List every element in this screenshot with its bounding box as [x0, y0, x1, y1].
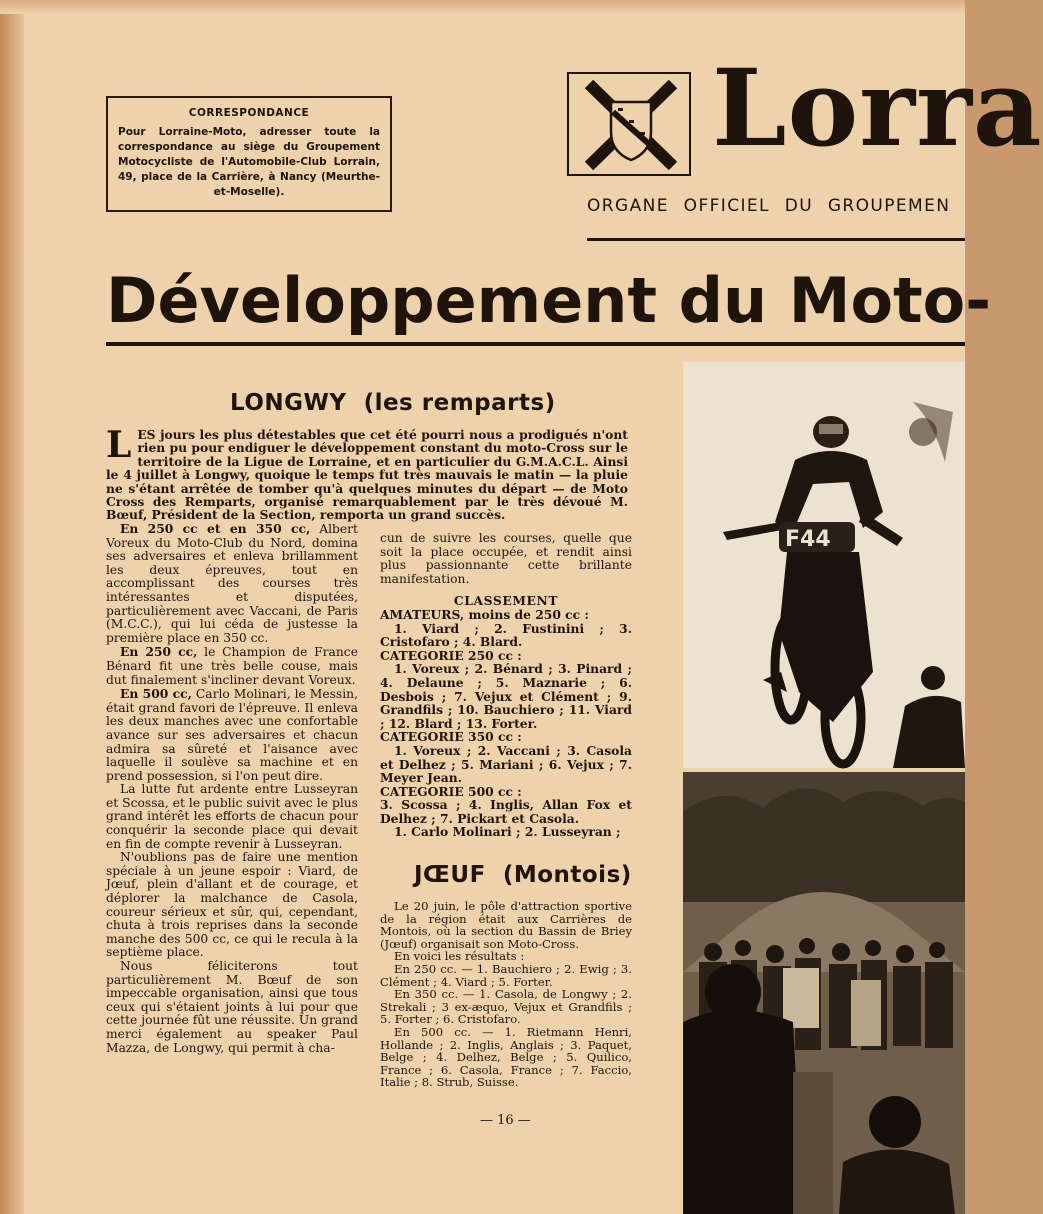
- cat250-heading: CATEGORIE 250 cc :: [380, 647, 522, 663]
- page-number: — 16 —: [480, 1113, 531, 1128]
- motorcycle-rider-image: [683, 362, 965, 768]
- photo-motocross-jump: [683, 362, 965, 768]
- coat-of-arms-logo: [567, 72, 691, 176]
- amateurs-results: 1. Viard ; 2. Fustinini ; 3. Cristofaro ; 4. Blard.: [380, 620, 632, 650]
- headline: Développement du Moto-: [106, 264, 992, 337]
- headline-rule: [106, 342, 965, 346]
- cat500-results-a: 3. Scossa ; 4. Inglis, Allan Fox et Delhez ; 7. Pickart et Casola.: [380, 797, 632, 826]
- crowd-scene-image: [683, 772, 965, 1214]
- photo-crowd-spectators: [683, 772, 965, 1214]
- longwy-title-paren: (les remparts): [363, 390, 556, 416]
- joeuf-column: [380, 900, 632, 1089]
- joeuf-section-title: [414, 862, 632, 888]
- cat500-heading: CATEGORIE 500 cc :: [380, 783, 522, 799]
- longwy-paragraph: Nous féliciterons tout particulièrement M. Bœuf de son impeccable organisation, ainsi que tous ceux qui s'étaient joints à lui pour que cette journée fût une réussite. Un grand merci également au speaker Paul Mazza, de Longwy, qui permit à cha-: [106, 959, 358, 1055]
- cross-of-lorraine-shield-icon: [577, 78, 683, 172]
- longwy-lead: [106, 424, 628, 523]
- amateurs-heading: AMATEURS, moins de 250 cc :: [380, 606, 589, 622]
- race-plate: F44: [785, 527, 831, 552]
- classement-heading: CLASSEMENT: [453, 593, 559, 609]
- joeuf-paragraph: En 350 cc. — 1. Casola, de Longwy ; 2. Strekali ; 3 ex-æquo, Vejux et Grandfils ; 5. Forter ; 6. Cristofaro.: [380, 987, 632, 1027]
- joeuf-paragraph: Le 20 juin, le pôle d'attraction sportive de la région était aux Carrières de Montois, où la section du Bassin de Briey (Jœuf) organisait son Moto-Cross.: [380, 899, 632, 951]
- masthead-rule: [587, 238, 965, 241]
- correspondance-box: [106, 96, 392, 212]
- longwy-paragraph: cun de suivre les courses, quelle que soit la place occupée, et rendit ainsi plus passionnante cette brillante manifestation.: [380, 531, 632, 586]
- masthead-title: Lorra: [712, 45, 1043, 170]
- joeuf-paragraph: En voici les résultats :: [394, 949, 525, 964]
- longwy-paragraph: N'oublions pas de faire une mention spéciale à un jeune espoir : Viard, de Jœuf, plein d'allant et de courage, et déplorer la malchance de Casola, coureur sérieux et sûr, qui, cependant, chuta à trois reprises dans la seconde manche des 500 cc, ce qui le recula à la septième place.: [106, 850, 358, 960]
- longwy-title: LONGWY: [230, 390, 347, 416]
- correspondance-title: CORRESPONDANCE: [188, 107, 310, 119]
- cat500-results-b: 1. Carlo Molinari ; 2. Lusseyran ;: [394, 824, 621, 840]
- longwy-column-left: [106, 522, 358, 1055]
- longwy-paragraph: En 250 cc, le Champion de France Bénard fit une très belle couse, mais dut finalement s'incliner devant Voreux.: [106, 644, 358, 687]
- cat350-results: 1. Voreux ; 2. Vaccani ; 3. Casola et Delhez ; 5. Mariani ; 6. Vejux ; 7. Meyer Jean.: [380, 742, 632, 786]
- cat250-results: 1. Voreux ; 2. Bénard ; 3. Pinard ; 4. Delaune ; 5. Maznarie ; 6. Desbois ; 7. Vejux et Clément ; 9. Grandfils ; 10. Bauchiero ; 11. Viard ; 12. Blard ; 13. Forter.: [380, 661, 632, 731]
- masthead-subtitle: ORGANE OFFICIEL DU GROUPEMEN: [587, 196, 951, 216]
- cat350-heading: CATEGORIE 350 cc :: [380, 729, 522, 745]
- joeuf-title: JŒUF: [414, 862, 486, 888]
- longwy-paragraph: La lutte fut ardente entre Lusseyran et Scossa, et le public suivit avec le plus grand intérêt les efforts de chacun pour conquérir la seconde place qui devait en fin de compte revenir à Lusseyran.: [106, 782, 358, 851]
- drop-cap: L: [106, 424, 132, 466]
- longwy-paragraph: En 250 cc et en 350 cc, Albert Voreux du Moto-Club du Nord, domina ses adversaires et enleva brillamment les deux épreuves, tout en accomplissant des courses très intéressantes et disputées, particulièrement avec Vaccani, de Paris (M.C.C.), qui lui céda de justesse la première place en 350 cc.: [106, 521, 358, 645]
- longwy-paragraph: En 500 cc, Carlo Molinari, le Messin, était grand favori de l'épreuve. Il enleva les deux manches avec une confortable avance sur ses adversaires et chacun admira sa sûreté et l'aisance avec laquelle il soulève sa machine et en prend possession, si l'on peut dire.: [106, 686, 358, 783]
- longwy-section-title: [230, 390, 556, 416]
- longwy-column-right: [380, 532, 632, 839]
- correspondance-body: Pour Lorraine-Moto, adresser toute la correspondance au siège du Groupement Motocycliste de l'Automobile-Club Lorrain, 49, place de la Carrière, à Nancy (Meurthe-et-Moselle).: [118, 126, 380, 198]
- joeuf-paragraph: En 250 cc. — 1. Bauchiero ; 2. Ewig ; 3. Clément ; 4. Viard ; 5. Forter.: [380, 961, 632, 989]
- joeuf-paragraph: En 500 cc. — 1. Rietmann Henri, Hollande ; 2. Inglis, Anglais ; 3. Paquet, Belge ; 4. Delhez, Belge ; 5. Quilico, France ; 6. Casola, France ; 7. Faccio, Italie ; 8. Strub, Suisse.: [380, 1024, 632, 1090]
- longwy-lead-text: ES jours les plus détestables que cet été pourri nous a prodigués n'ont rien pu pour endiguer le développement constant du moto-Cross sur le territoire de la Ligue de Lorraine, et en particulier du G.M.A.C.L. Ainsi le 4 juillet à Longwy, quoique le temps fut très mauvais le matin — la pluie ne s'étant arrêtée de tomber qu'à quelques minutes du départ — de Moto Cross des Remparts, organisé remarquablement par le très dévoué M. Bœuf, Président de la Section, remporta un grand succès.: [106, 427, 628, 523]
- joeuf-title-paren: (Montois): [502, 862, 632, 888]
